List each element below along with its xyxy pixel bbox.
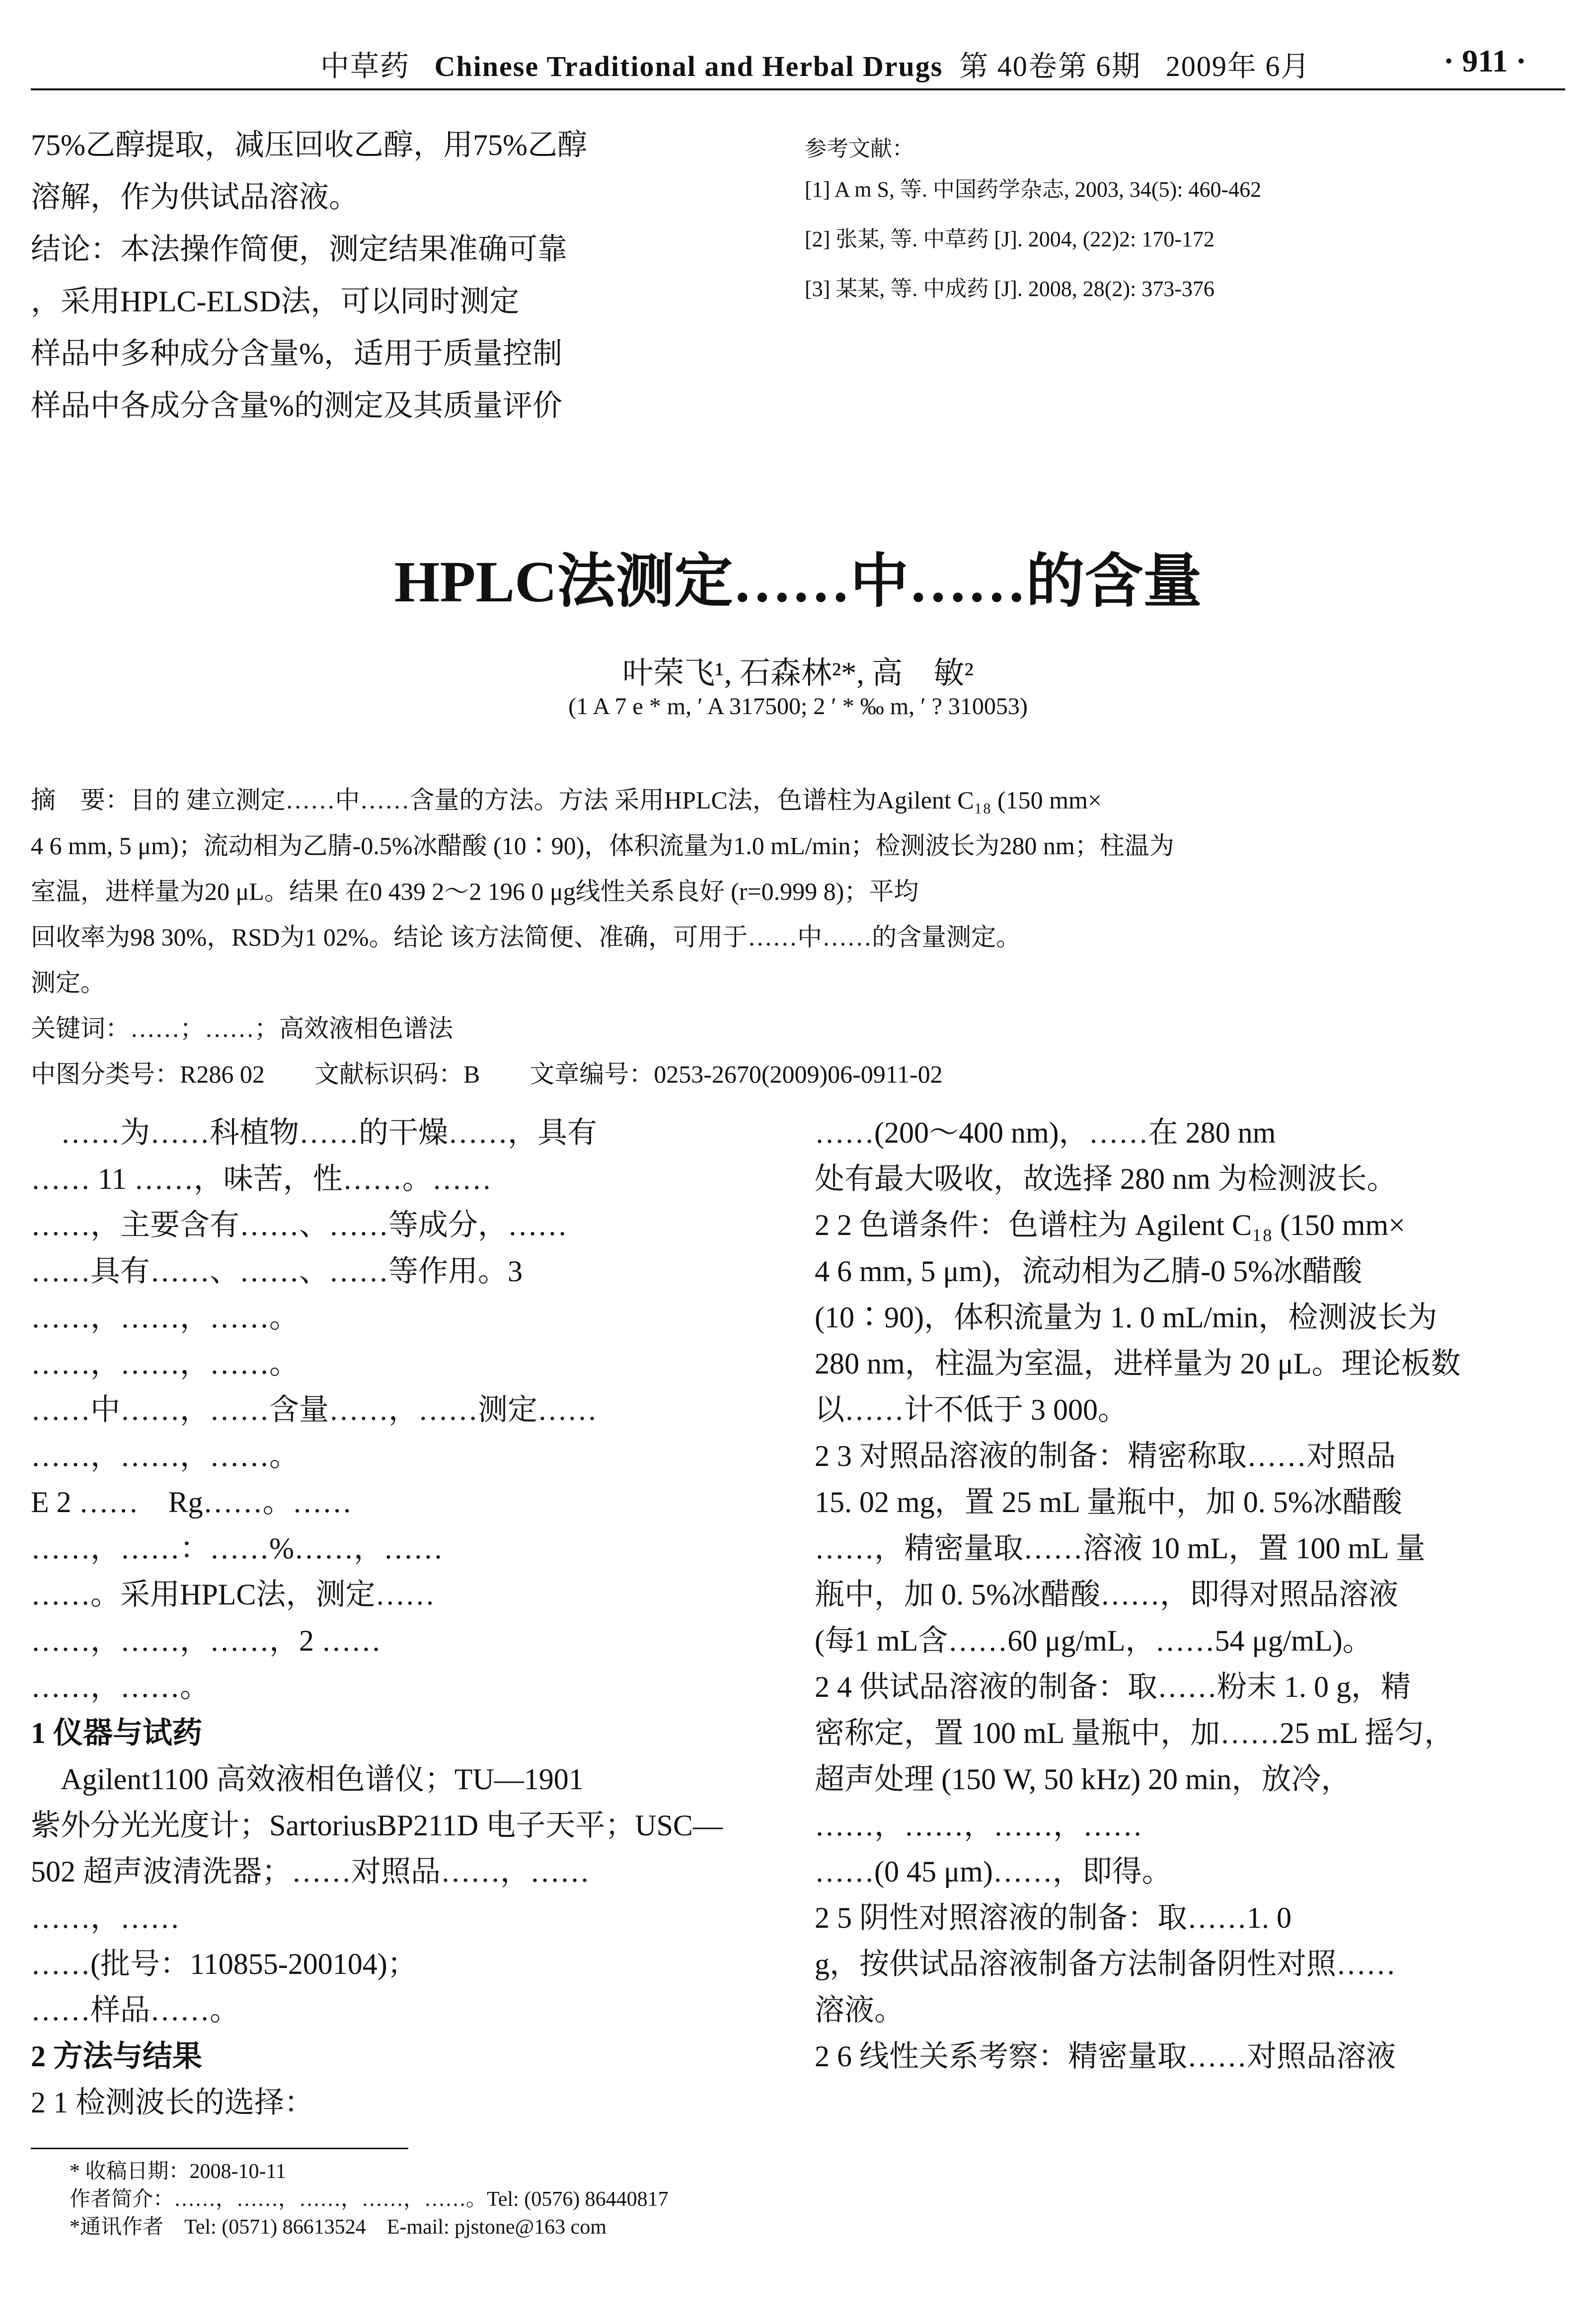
body-line: ……，主要含有……、……等成分，…… [31, 1209, 567, 1241]
abstract-line: 摘 要：目的 建立测定……中……含量的方法。方法 采用HPLC法，色谱柱为Agilent C₁₈ (150 mm× [31, 786, 1102, 814]
abstract-line: 4 6 mm, 5 μm)；流动相为乙腈-0.5%冰醋酸 (10∶90)，体积流量为1.0 mL/min；检测波长为280 nm；柱温为 [31, 832, 1174, 860]
journal-volume: 40 [997, 50, 1028, 82]
abstract-line: 测定。 [31, 969, 105, 997]
article-title: HPLC法测定……中……的含量 [394, 549, 1202, 614]
body-line: 以……计不低于 3 000。 [815, 1393, 1128, 1426]
body-line: 瓶中，加 0. 5%冰醋酸……，即得对照品溶液 [815, 1578, 1398, 1611]
body-line: ……，…… [31, 1901, 180, 1934]
body-line: 2 4 供试品溶液的制备：取……粉末 1. 0 g，精 [815, 1670, 1411, 1703]
body-line: ……具有……、……、……等作用。3 [31, 1255, 523, 1288]
body-line: 紫外分光光度计；SartoriusBP211D 电子天平；USC— [31, 1809, 723, 1842]
classification-codes: 中图分类号：R286 02 文献标识码：B 文章编号：0253-2670(2009)06-0911-02 [31, 1060, 943, 1088]
body-line: 280 nm，柱温为室温，进样量为 20 μL。理论板数 [815, 1347, 1461, 1380]
body-line: ……中……，……含量……，……测定…… [31, 1393, 597, 1426]
reference-item: [1] A m S, 等. 中国药学杂志, 2003, 34(5): 460-462 [805, 177, 1262, 202]
body-line: ……样品……。 [31, 1994, 239, 2027]
references-heading: 参考文献： [805, 137, 914, 161]
body-line: E 2 …… Rg……。…… [31, 1486, 352, 1519]
text-line: 溶解，作为供试品溶液。 [31, 181, 359, 214]
text-line: 样品中多种成分含量%，适用于质量控制 [31, 337, 562, 370]
running-header: 中草药 Chinese Traditional and Herbal Drugs 第 40卷第 6期 2009年 6月 [320, 50, 1311, 82]
section-heading: 1 仪器与试药 [31, 1717, 202, 1749]
body-line: ……为……科植物……的干燥……，具有 [31, 1116, 597, 1149]
body-line: 15. 02 mg，置 25 mL 量瓶中，加 0. 5%冰醋酸 [815, 1486, 1402, 1519]
footnote-corresponding-author: *通讯作者 Tel: (0571) 86613524 E-mail: pjstone@163 com [70, 2216, 607, 2239]
footnote-author-bio: 作者简介：……，……，……，……，……。Tel: (0576) 86440817 [70, 2188, 669, 2211]
body-line: ……(批号：110855-200104)； [31, 1948, 417, 1980]
body-line: 2 3 对照品溶液的制备：精密称取……对照品 [815, 1440, 1396, 1472]
journal-issue: 6 [1096, 50, 1112, 82]
body-line: ……(200～400 nm)，……在 280 nm [815, 1116, 1276, 1149]
body-line: 超声处理 (150 W, 50 kHz) 20 min，放冷， [815, 1763, 1351, 1796]
body-line: ……，……。 [31, 1670, 210, 1703]
body-line: ……，……，……。 [31, 1440, 299, 1472]
previous-article-continuation [31, 119, 746, 432]
body-line: Agilent1100 高效液相色谱仪；TU—1901 [31, 1763, 584, 1796]
body-line: ……(0 45 μm)……，即得。 [815, 1855, 1172, 1888]
body-line: ……，……，……，…… [815, 1809, 1142, 1842]
body-line: g，按供试品溶液制备方法制备阴性对照…… [815, 1948, 1396, 1980]
subsection-heading: 2 1 检测波长的选择： [31, 2086, 314, 2119]
body-line: ……，精密量取……溶液 10 mL，置 100 mL 量 [815, 1532, 1426, 1565]
footnote-rule [31, 2148, 408, 2149]
reference-item: [3] 某某, 等. 中成药 [J]. 2008, 28(2): 373-376 [805, 277, 1215, 301]
journal-month: 6 [1265, 50, 1281, 82]
body-line: ……。采用HPLC法，测定…… [31, 1578, 435, 1611]
abstract [31, 777, 1526, 1097]
body-line: 密称定，置 100 mL 量瓶中，加……25 mL 摇匀， [815, 1717, 1454, 1749]
body-line: ……，……：……%……，…… [31, 1532, 443, 1565]
body-line: ……，……，……，2 …… [31, 1624, 381, 1657]
journal-chinese-name: 中草药 [320, 50, 410, 82]
footnote-received-date: * 收稿日期：2008-10-11 [70, 2160, 286, 2183]
abstract-line: 室温，进样量为20 μL。结果 在0 439 2～2 196 0 μg线性关系良好 (r=0.999 8)；平均 [31, 877, 919, 905]
journal-year: 2009 [1165, 50, 1227, 82]
body-left-column [31, 1110, 746, 2126]
abstract-line: 回收率为98 30%，RSD为1 02%。结论 该方法简便、准确，可用于……中……的含量测定。 [31, 923, 1021, 951]
reference-item: [2] 张某, 等. 中草药 [J]. 2004, (22)2: 170-172 [805, 227, 1215, 251]
keywords: 关键词：……；……；高效液相色谱法 [31, 1015, 453, 1042]
body-line: ……，……，……。 [31, 1347, 299, 1380]
journal-english-name: Chinese Traditional and Herbal Drugs [434, 50, 943, 82]
body-line: 2 5 阴性对照溶液的制备：取……1. 0 [815, 1901, 1292, 1934]
section-heading: 2 方法与结果 [31, 2040, 202, 2073]
header-rule [31, 88, 1565, 90]
body-line: 处有最大吸收，故选择 280 nm 为检测波长。 [815, 1162, 1397, 1195]
text-line: 75%乙醇提取，减压回收乙醇，用75%乙醇 [31, 129, 587, 161]
text-line: 样品中各成分含量%的测定及其质量评价 [31, 389, 562, 422]
text-line: ，采用HPLC-ELSD法，可以同时测定 [31, 285, 520, 318]
body-line: 502 超声波清洗器；……对照品……，…… [31, 1855, 590, 1888]
body-line: (10∶90)，体积流量为 1. 0 mL/min，检测波长为 [815, 1301, 1438, 1334]
body-line: 2 2 色谱条件：色谱柱为 Agilent C₁₈ (150 mm× [815, 1209, 1405, 1241]
page-number: · 911 · [1443, 43, 1526, 78]
body-line: (每1 mL含……60 μg/mL，……54 μg/mL)。 [815, 1624, 1372, 1657]
text-line: 结论：本法操作简便，测定结果准确可靠 [31, 233, 567, 266]
author-affiliation: (1 A 7 e * m, ′ A 317500; 2 ′ * ‰ m, ′ ? 310053) [568, 693, 1028, 720]
footnotes [70, 2158, 669, 2241]
body-line: 2 6 线性关系考察：精密量取……对照品溶液 [815, 2040, 1396, 2073]
body-line: 溶液。 [815, 1994, 904, 2027]
author-list: 叶荣飞¹, 石森林²*, 高 敏² [622, 656, 974, 690]
references [805, 134, 1525, 304]
body-line: 4 6 mm, 5 μm)，流动相为乙腈-0 5%冰醋酸 [815, 1255, 1363, 1288]
body-line: …… 11 ……，味苦，性……。…… [31, 1162, 492, 1195]
body-line: ……，……，……。 [31, 1301, 299, 1334]
body-right-column [815, 1110, 1530, 2080]
